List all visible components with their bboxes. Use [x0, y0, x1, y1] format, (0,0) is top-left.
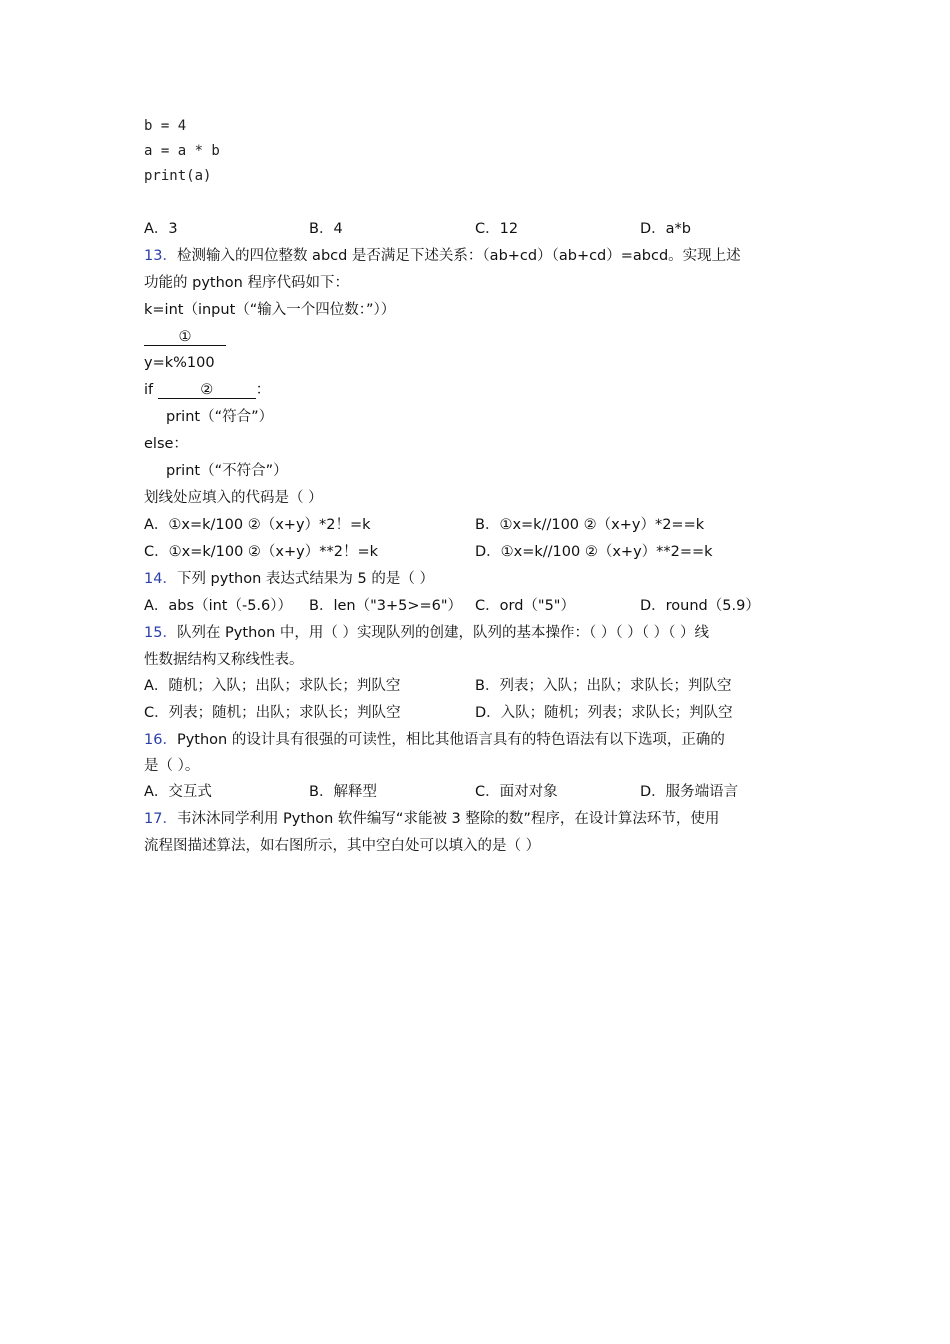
if-colon: ：	[255, 382, 271, 398]
question-number: 16．	[144, 732, 177, 748]
q13-blank-line-1	[144, 327, 226, 347]
q12-option-d: D．a*b	[640, 221, 692, 237]
q12-option-a: A．3	[144, 221, 178, 237]
q16-option-b: B．解释型	[309, 784, 377, 800]
q12-option-c: C．12	[475, 221, 519, 237]
q13-option-a: A．①x=k/100 ②（x+y）*2！=k	[144, 517, 371, 533]
q13-stem-text: 检测输入的四位整数 abcd 是否满足下述关系：（ab+cd）（ab+cd）=abcd。实现上述	[176, 248, 741, 264]
question-number: 15．	[144, 625, 177, 641]
q13-option-b: B．①x=k//100 ②（x+y）*2==k	[475, 517, 705, 533]
question-number: 13．	[144, 248, 177, 264]
q15-option-a: A．随机；入队；出队；求队长；判队空	[144, 678, 401, 694]
blank-1: ①	[144, 329, 226, 346]
q14-stem	[144, 569, 434, 589]
q16-stem-text: Python 的设计具有很强的可读性，相比其他语言具有的特色语法有以下选项，正确的	[176, 732, 725, 748]
q17-stem	[144, 809, 719, 829]
code-line: a = a * b	[144, 143, 220, 159]
if-keyword: if	[144, 382, 158, 398]
q13-option-d: D．①x=k//100 ②（x+y）**2==k	[475, 544, 713, 560]
q13-code-else: else：	[144, 436, 188, 452]
question-number: 14．	[144, 571, 177, 587]
q12-option-b: B．4	[309, 221, 343, 237]
q13-code-print-2: print（“不符合”）	[166, 463, 288, 479]
code-line: b = 4	[144, 118, 187, 134]
q16-stem-cont: 是（ ）。	[144, 758, 200, 774]
q15-stem-text: 队列在 Python 中，用（ ）实现队列的创建，队列的基本操作：（ ）（ ）（ ）（ ）线	[176, 625, 709, 641]
q13-code-if	[144, 380, 270, 400]
q13-question: 划线处应填入的代码是（ ）	[144, 490, 323, 506]
q14-option-a: A．abs（int（-5.6））	[144, 598, 293, 614]
q14-option-b: B．len（"3+5>=6"）	[309, 598, 463, 614]
blank-2: ②	[158, 382, 256, 399]
q13-stem-cont: 功能的 python 程序代码如下：	[144, 275, 349, 291]
code-line: print(a)	[144, 168, 212, 184]
q17-stem-text: 韦沐沐同学利用 Python 软件编写“求能被 3 整除的数”程序，在设计算法环节，使用	[176, 811, 720, 827]
question-number: 17．	[144, 811, 177, 827]
q16-option-c: C．面对对象	[475, 784, 558, 800]
q17-stem-cont: 流程图描述算法，如右图所示，其中空白处可以填入的是（ ）	[144, 838, 541, 854]
q13-code-k: k=int（input（“输入一个四位数：”））	[144, 302, 396, 318]
q13-code-print-1: print（“符合”）	[166, 409, 274, 425]
q14-option-d: D．round（5.9）	[640, 598, 760, 614]
q15-option-b: B．列表；入队；出队；求队长；判队空	[475, 678, 732, 694]
q13-stem	[144, 246, 741, 266]
q16-stem	[144, 730, 725, 750]
q13-option-c: C．①x=k/100 ②（x+y）**2！=k	[144, 544, 379, 560]
q14-option-c: C．ord（"5"）	[475, 598, 575, 614]
q16-option-a: A．交互式	[144, 784, 212, 800]
q15-option-d: D．入队；随机；列表；求队长；判队空	[475, 705, 733, 721]
q15-option-c: C．列表；随机；出队；求队长；判队空	[144, 705, 401, 721]
q15-stem	[144, 623, 709, 643]
q13-code-y: y=k%100	[144, 355, 215, 371]
q14-stem-text: 下列 python 表达式结果为 5 的是（ ）	[176, 571, 434, 587]
q15-stem-cont: 性数据结构又称线性表。	[144, 652, 304, 668]
q16-option-d: D．服务端语言	[640, 784, 739, 800]
